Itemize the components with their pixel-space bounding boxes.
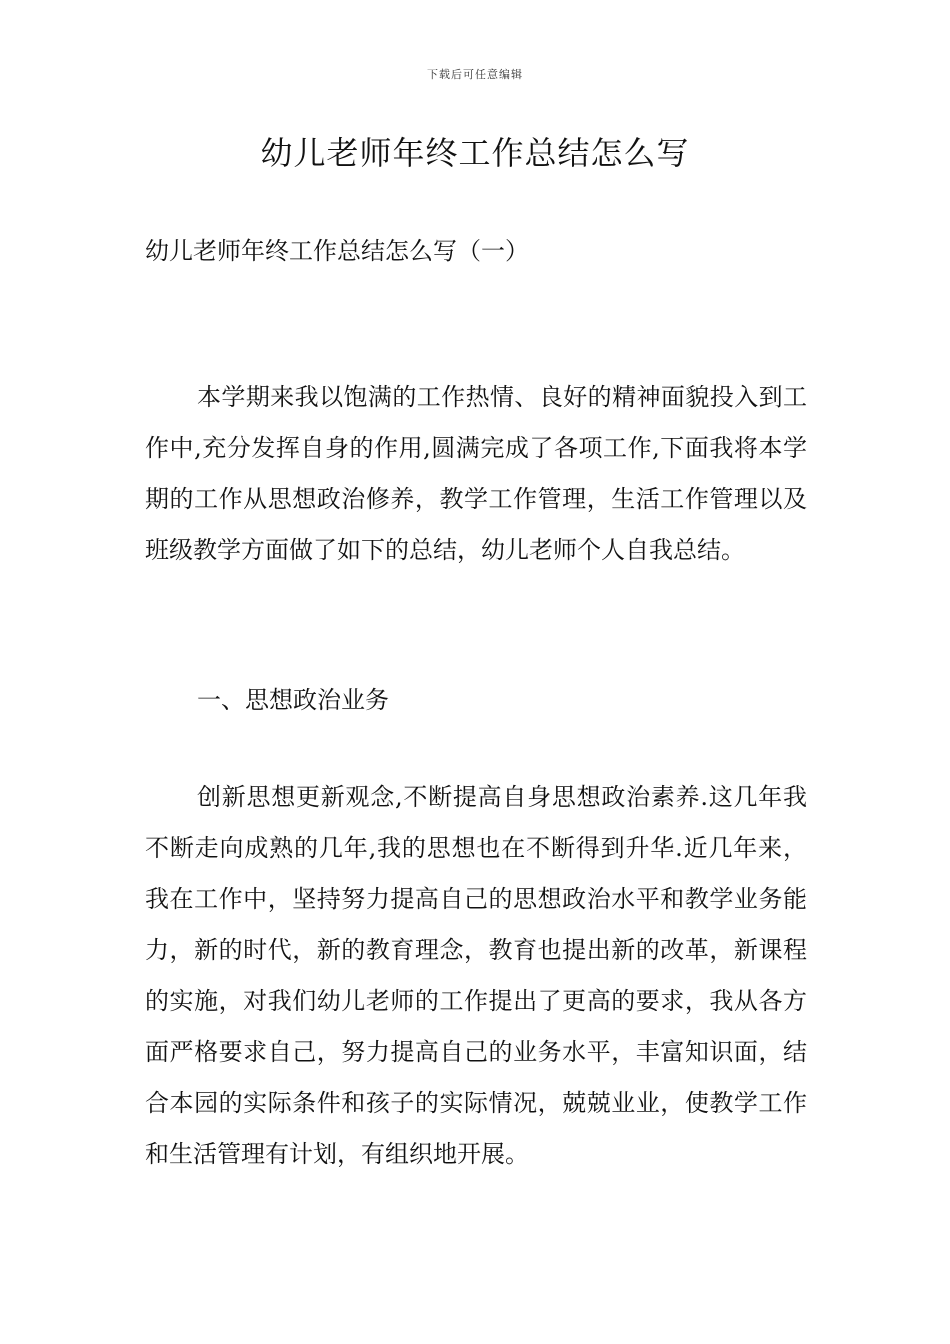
- document-title: 幼儿老师年终工作总结怎么写: [260, 134, 690, 172]
- header-note: 下载后可任意编辑: [427, 68, 523, 81]
- section-heading: 一、思想政治业务: [197, 686, 389, 714]
- paragraph: 本学期来我以饱满的工作热情、良好的精神面貌投入到工作中,充分发挥自身的作用,圆满完成了各项工作,下面我将本学期的工作从思想政治修养，教学工作管理，生活工作管理以及班级教学方面做了如下的总结，幼儿老师个人自我总结。: [145, 383, 807, 564]
- document-subtitle: 幼儿老师年终工作总结怎么写（一）: [145, 237, 529, 265]
- paragraph: 创新思想更新观念,不断提高自身思想政治素养.这几年我不断走向成熟的几年,我的思想也在不断得到升华.近几年来，我在工作中，坚持努力提高自己的思想政治水平和教学业务能力，新的时代，新的教育理念，教育也提出新的改革，新课程的实施，对我们幼儿老师的工作提出了更高的要求，我从各方面严格要求自己，努力提高自己的业务水平，丰富知识面，结合本园的实际条件和孩子的实际情况，兢兢业业，使教学工作和生活管理有计划，有组织地开展。: [145, 783, 807, 1168]
